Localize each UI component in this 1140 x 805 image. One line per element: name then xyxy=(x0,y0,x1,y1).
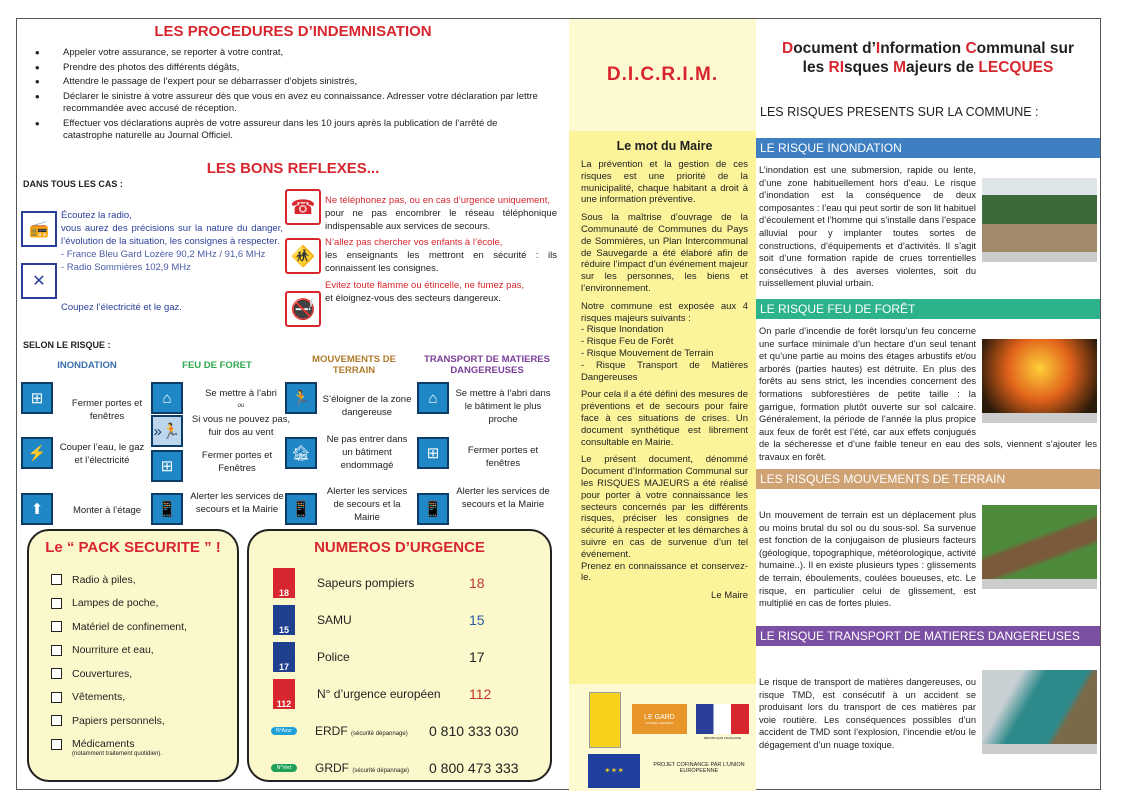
photo-caption xyxy=(982,579,1097,589)
risk-action: Monter à l’étage xyxy=(72,505,142,516)
maire-paragraph: Pour cela il a été défini des mesures de préventions et de secours pour faire face à ces situations de crises. Un document synthétique est librement consultable en Mairie. xyxy=(581,389,748,448)
t: M xyxy=(893,59,907,76)
risk-action: Alerter les services de secours et la Mairie xyxy=(190,491,284,515)
middle-column xyxy=(569,18,756,790)
section-title: LE RISQUE TRANSPORT DE MATIERES DANGEREUSES xyxy=(756,626,1100,646)
urgence-list xyxy=(273,564,550,786)
t: LECQUES xyxy=(978,59,1054,76)
fire-photo xyxy=(982,339,1097,423)
risk-action: Si vous ne pouvez pas, fuir dos au vent xyxy=(191,414,291,438)
station-1: - France Bleu Gard Lozère 90,2 MHz / 91,6 MHz xyxy=(61,249,266,260)
phone-advice xyxy=(325,194,557,305)
t: ommunal sur xyxy=(976,40,1074,57)
list-item: • Déclarer le sinistre à votre assureur dès que vous en avez eu connaissance. Adresser votre déclaration par lettre recommandée avec accusé de réception. xyxy=(27,91,547,116)
maire-signature: Le Maire xyxy=(711,590,748,602)
procedures-title: LES PROCEDURES D’INDEMNISATION xyxy=(154,23,432,40)
go-upstairs-icon: ⬆ xyxy=(21,493,53,525)
section-body xyxy=(756,646,1100,752)
photo-caption xyxy=(982,252,1097,262)
shelter-icon: ⌂ xyxy=(151,382,183,414)
urgence-row-erdf xyxy=(273,712,550,749)
mobile-phone-icon: 📱 xyxy=(417,493,449,525)
maire-title: Le mot du Maire xyxy=(616,139,713,153)
checkbox[interactable] xyxy=(51,621,62,632)
rf-label: RÉPUBLIQUE FRANÇAISE xyxy=(703,736,742,740)
phone-badge-icon: 15 xyxy=(273,605,295,635)
urgence-label: Police xyxy=(317,649,350,664)
left-panel xyxy=(16,18,569,790)
close-windows-icon: ⊞ xyxy=(417,437,449,469)
erdf-sub: (sécurité dépannage) xyxy=(351,730,408,737)
eu-flag-icon: ✶✶✶ xyxy=(588,754,640,788)
phone-badge-icon: 112 xyxy=(273,679,295,709)
urgence-row xyxy=(273,564,550,601)
checkbox[interactable] xyxy=(51,715,62,726)
no-smoking-icon: 🚭 xyxy=(285,291,321,327)
move-away-icon: 🏃 xyxy=(285,382,317,414)
urgence-number[interactable]: 18 xyxy=(469,574,485,591)
urgence-number[interactable]: 0 810 333 030 xyxy=(429,722,519,739)
list-item: • Prendre des photos des différents dégâts, xyxy=(27,62,547,75)
urgence-label: N° d’urgence européen xyxy=(317,686,441,701)
radio-icon: 📻 xyxy=(21,211,57,247)
urgence-row xyxy=(273,638,550,675)
smoke-red: Evitez toute flamme ou étincelle, ne fumez pas, xyxy=(325,280,525,291)
t: ocument d’ xyxy=(793,40,876,57)
checklist-label: Radio à piles, xyxy=(72,573,136,586)
pack-title: Le “ PACK SECURITE ” ! xyxy=(45,539,221,556)
flee-wind-icon: »🏃 xyxy=(151,415,183,447)
t: nformation xyxy=(880,40,966,57)
urgence-label xyxy=(315,724,429,738)
section-text: On parle d’incendie de forêt lorsqu’un feu concerne une surface minimale d’un hectare d’un seul tenant et qu’une partie au moins des étages arbustifs et/ou arborés (parties hautes) est détruite. En plus des forêts au sens strict, les incendies concernent des formations subforestières de petite taille : la garrigue, formation plutôt ouverte sur sol calcaire. Généralement, la période de l’année la plus propice aux feux de forêt est l’été, car aux effets conjugués de la sécheresse et d’une faible teneur en eau des sols, viennent s’ajouter les travaux en forêt. xyxy=(759,326,1097,462)
section-title: LES RISQUES MOUVEMENTS DE TERRAIN xyxy=(756,469,1100,489)
section-mouvements xyxy=(756,469,1100,610)
section-title: LE RISQUE INONDATION xyxy=(756,138,1100,158)
urgence-label: Sapeurs pompiers xyxy=(317,575,415,590)
section-transport xyxy=(756,626,1100,757)
list-item: • Attendre le passage de l’expert pour se débarrasser d’objets sinistrés, xyxy=(27,76,547,89)
gard-sub: CONSEIL GENERAL xyxy=(645,721,674,725)
urgence-row-grdf xyxy=(273,749,550,786)
risk-header-inondation: INONDATION xyxy=(57,360,117,371)
no-phone-icon: ☎ xyxy=(285,189,321,225)
landslide-photo xyxy=(982,505,1097,589)
checklist-item[interactable] xyxy=(51,686,237,710)
checklist-item[interactable] xyxy=(51,639,237,663)
mobile-phone-icon: 📱 xyxy=(151,493,183,525)
risk-action: Ne pas entrer dans un bâtiment endommagé xyxy=(326,434,408,471)
tmd-accident-photo xyxy=(982,670,1097,754)
checkbox[interactable] xyxy=(51,668,62,679)
checklist-item[interactable] xyxy=(51,709,237,733)
pack-securite-box xyxy=(27,529,239,782)
urgence-number[interactable]: 17 xyxy=(469,648,485,665)
list-item: • Effectuer vos déclarations auprès de votre assureur dans les 10 jours après la publication de l’arrêté de catastrophe naturelle au Journal Officiel. xyxy=(27,118,547,143)
risk-action: Se mettre à l’abri dans le bâtiment le plus proche xyxy=(455,388,551,425)
maire-paragraph: Notre commune est exposée aux 4 risques majeurs suivants : - Risque Inondation - Risque Feu de Forêt - Risque Mouvement de Terrain - Risque Transport de Matières Dangereuses xyxy=(581,300,748,383)
maire-paragraph: Le présent document, dénommé Document d’Information Communal sur les RISQUES MAJEURS a été réalisé pour porter à votre connaissance les secteurs concernés par les différents risques, préciser les consignes de sécurité à respecter et les démarches à suivre en cas de survenue d’un tel événement. Prenez en connaissance et conservez-le. xyxy=(581,454,748,584)
section-text: Un mouvement de terrain est un déplacement plus ou moins brutal du sol ou du sous-sol. Sa survenue est fonction de la conjugaison de plusieurs facteurs (géologique, topographique, météorologique, activité humaine..). Il en existe plusieurs types : glissements de terrain, éboulements, coulées boueuses, etc. Le risque, en particulier celui de glissement, est multiplié en cas de fortes pluies. xyxy=(759,510,976,609)
school-body: les enseignants les mettront en sécurité : ils connaissent les consignes. xyxy=(325,250,557,274)
by-risk-label: SELON LE RISQUE : xyxy=(23,340,111,350)
grdf-sub: (sécurité dépannage) xyxy=(352,767,410,774)
urgence-title: NUMEROS D’URGENCE xyxy=(314,539,485,556)
section-title: LE RISQUE FEU DE FORÊT xyxy=(756,299,1100,319)
section-feu xyxy=(756,299,1100,464)
school-red: N’allez pas chercher vos enfants à l’école, xyxy=(325,237,503,248)
checklist-item[interactable] xyxy=(51,592,237,616)
section-body xyxy=(756,319,1100,464)
title-line-1 xyxy=(756,39,1100,58)
radio-body: vous aurez des précisions sur la nature du danger, l’évolution de la situation, les consignes à respecter. xyxy=(61,223,283,247)
section-text: Le risque de transport de matières dangereuses, ou risque TMD, est consécutif à un accident se produisant lors du transport de ces matières par voie routière. Les conséquences possibles d’un accident de TMD sont l’explosion, l’incendie et/ou le dégagement d’un nuage toxique. xyxy=(759,677,976,750)
risk-action: Alerter les services de secours et la Mairie xyxy=(456,486,550,510)
risk-action: Fermer portes et Fenêtres xyxy=(201,450,273,474)
power-advice: Coupez l’électricité et le gaz. xyxy=(61,302,182,313)
section-inondation xyxy=(756,138,1100,290)
checklist-label: Nourriture et eau, xyxy=(72,644,154,657)
checkbox[interactable] xyxy=(51,645,62,656)
checkbox[interactable] xyxy=(51,574,62,585)
urgence-label: SAMU xyxy=(317,612,352,627)
logos-area xyxy=(569,684,756,791)
t: I xyxy=(875,40,881,57)
erdf-label: ERDF xyxy=(315,723,348,738)
mot-du-maire xyxy=(569,131,756,601)
urgence-number[interactable]: 112 xyxy=(469,685,492,702)
azur-badge-icon: N°Azur xyxy=(271,727,297,735)
checklist-label: Matériel de confinement, xyxy=(72,620,187,633)
checklist-item[interactable] xyxy=(51,615,237,639)
t: les xyxy=(802,59,829,76)
right-column xyxy=(756,18,1101,790)
checkbox[interactable] xyxy=(51,692,62,703)
checklist-label: Médicaments xyxy=(72,738,135,751)
phone-red: Ne téléphonez pas, ou en cas d’urgence uniquement, xyxy=(325,195,550,206)
gard-logo xyxy=(632,704,687,734)
risks-subtitle: LES RISQUES PRESENTS SUR LA COMMUNE : xyxy=(760,105,1039,119)
phone-badge-icon: 17 xyxy=(273,642,295,672)
risk-action-or: ou xyxy=(237,403,245,409)
all-cases-label: DANS TOUS LES CAS : xyxy=(23,179,123,189)
t: C xyxy=(965,40,977,57)
urgence-number[interactable]: 0 800 473 333 xyxy=(429,759,519,776)
republique-logo xyxy=(696,704,749,740)
maire-paragraph: La prévention et la gestion de ces risques est une priorité de la municipalité, chaque habitant a droit à une information préventive. xyxy=(581,159,748,206)
title-line-2 xyxy=(756,58,1100,77)
procedures-list xyxy=(27,47,547,145)
communaute-logo xyxy=(589,692,621,748)
checklist-item[interactable] xyxy=(51,662,237,686)
checklist-label: Couvertures, xyxy=(72,667,133,680)
mobile-phone-icon: 📱 xyxy=(285,493,317,525)
gard-label: LE GARD xyxy=(644,714,675,721)
vert-badge-icon: N°Vert xyxy=(271,764,297,772)
grdf-label: GRDF xyxy=(315,760,349,775)
checkbox[interactable] xyxy=(51,739,62,750)
shelter-icon: ⌂ xyxy=(417,382,449,414)
risk-action: S’éloigner de la zone dangereuse xyxy=(322,394,412,418)
photo-caption xyxy=(982,413,1097,423)
urgence-row xyxy=(273,601,550,638)
flood-photo xyxy=(982,178,1097,262)
radio-head: Écoutez la radio, xyxy=(61,210,132,221)
pack-checklist xyxy=(51,568,237,757)
reflexes-title: LES BONS REFLEXES... xyxy=(206,160,380,177)
station-2: - Radio Sommières 102,9 MHz xyxy=(61,262,191,273)
risk-action: Se mettre à l’abri xyxy=(205,388,277,399)
checklist-label: Papiers personnels, xyxy=(72,714,165,727)
risk-action: Fermer portes et fenêtres xyxy=(467,445,539,469)
eu-cofinance: PROJET COFINANCE PAR L’UNION EUROPEENNE xyxy=(653,762,745,774)
document-title xyxy=(756,39,1100,77)
t: ajeurs de xyxy=(906,59,979,76)
no-electricity-gas-icon: ✕ xyxy=(21,263,57,299)
checklist-label: Vêtements, xyxy=(72,691,126,704)
section-body xyxy=(756,489,1100,610)
t: sques xyxy=(844,59,894,76)
maire-paragraph: Sous la maîtrise d’ouvrage de la Communauté de Communes du Pays de Sommières, un Plan Intercommunal de Sauvegarde a été élaboré afin de réduire l’impact d’un événement majeur sur les personnes, les biens et l’environnement. xyxy=(581,212,748,294)
phone-body: pour ne pas encombrer le réseau téléphonique indispensable aux services de secours. xyxy=(325,208,557,232)
checklist-item[interactable] xyxy=(51,568,237,592)
list-item: • Appeler votre assurance, se reporter à votre contrat, xyxy=(27,47,547,60)
risk-action: Couper l’eau, le gaz et l’électricité xyxy=(59,442,145,466)
urgence-label xyxy=(315,761,429,775)
risk-header-mouvements: MOUVEMENTS DE TERRAIN xyxy=(312,354,396,376)
section-text: L’inondation est une submersion, rapide ou lente, d’une zone habituellement hors d’eau. Le risque d’inondation est la conséquence de deux composantes : l’eau qui peut sortir de son lit habituel d’écoulement et l’homme qui s’installe dans l’espace alluvial pour y implanter toutes sortes de constructions, d’équipements et d’activités. Il s’agit soit d’une formation rapide de crues torrentielles consécutives à des averses violentes, soit du ruissellement pluvial urbain. xyxy=(759,165,976,289)
photo-caption xyxy=(982,744,1097,754)
cut-utilities-icon: ⚡ xyxy=(21,437,53,469)
urgence-number[interactable]: 15 xyxy=(469,611,485,628)
no-school-pickup-icon: 🚸 xyxy=(285,238,321,274)
risk-action-group xyxy=(187,387,295,439)
checkbox[interactable] xyxy=(51,598,62,609)
risk-header-transport: TRANSPORT DE MATIERES DANGEREUSES xyxy=(424,354,550,376)
dicrim-acronym: D.I.C.R.I.M. xyxy=(606,64,719,85)
close-windows-icon: ⊞ xyxy=(151,450,183,482)
close-windows-icon: ⊞ xyxy=(21,382,53,414)
risk-action: Alerter les services de secours et la Mairie xyxy=(326,486,408,523)
urgence-row xyxy=(273,675,550,712)
damaged-building-icon: 🏚 xyxy=(285,437,317,469)
checklist-label: Lampes de poche, xyxy=(72,597,159,610)
urgence-box xyxy=(247,529,552,782)
phone-badge-icon: 18 xyxy=(273,568,295,598)
t: D xyxy=(782,40,794,57)
t: RI xyxy=(828,59,844,76)
risk-header-feu: FEU DE FORET xyxy=(182,360,252,371)
smoke-body: et éloignez-vous des secteurs dangereux. xyxy=(325,293,501,304)
pack-note: (notamment traitement quotidien). xyxy=(72,751,163,757)
risk-action: Fermer portes et fenêtres xyxy=(71,398,143,422)
radio-advice xyxy=(61,209,283,274)
section-body xyxy=(756,158,1100,290)
dicrim-header xyxy=(569,19,756,131)
